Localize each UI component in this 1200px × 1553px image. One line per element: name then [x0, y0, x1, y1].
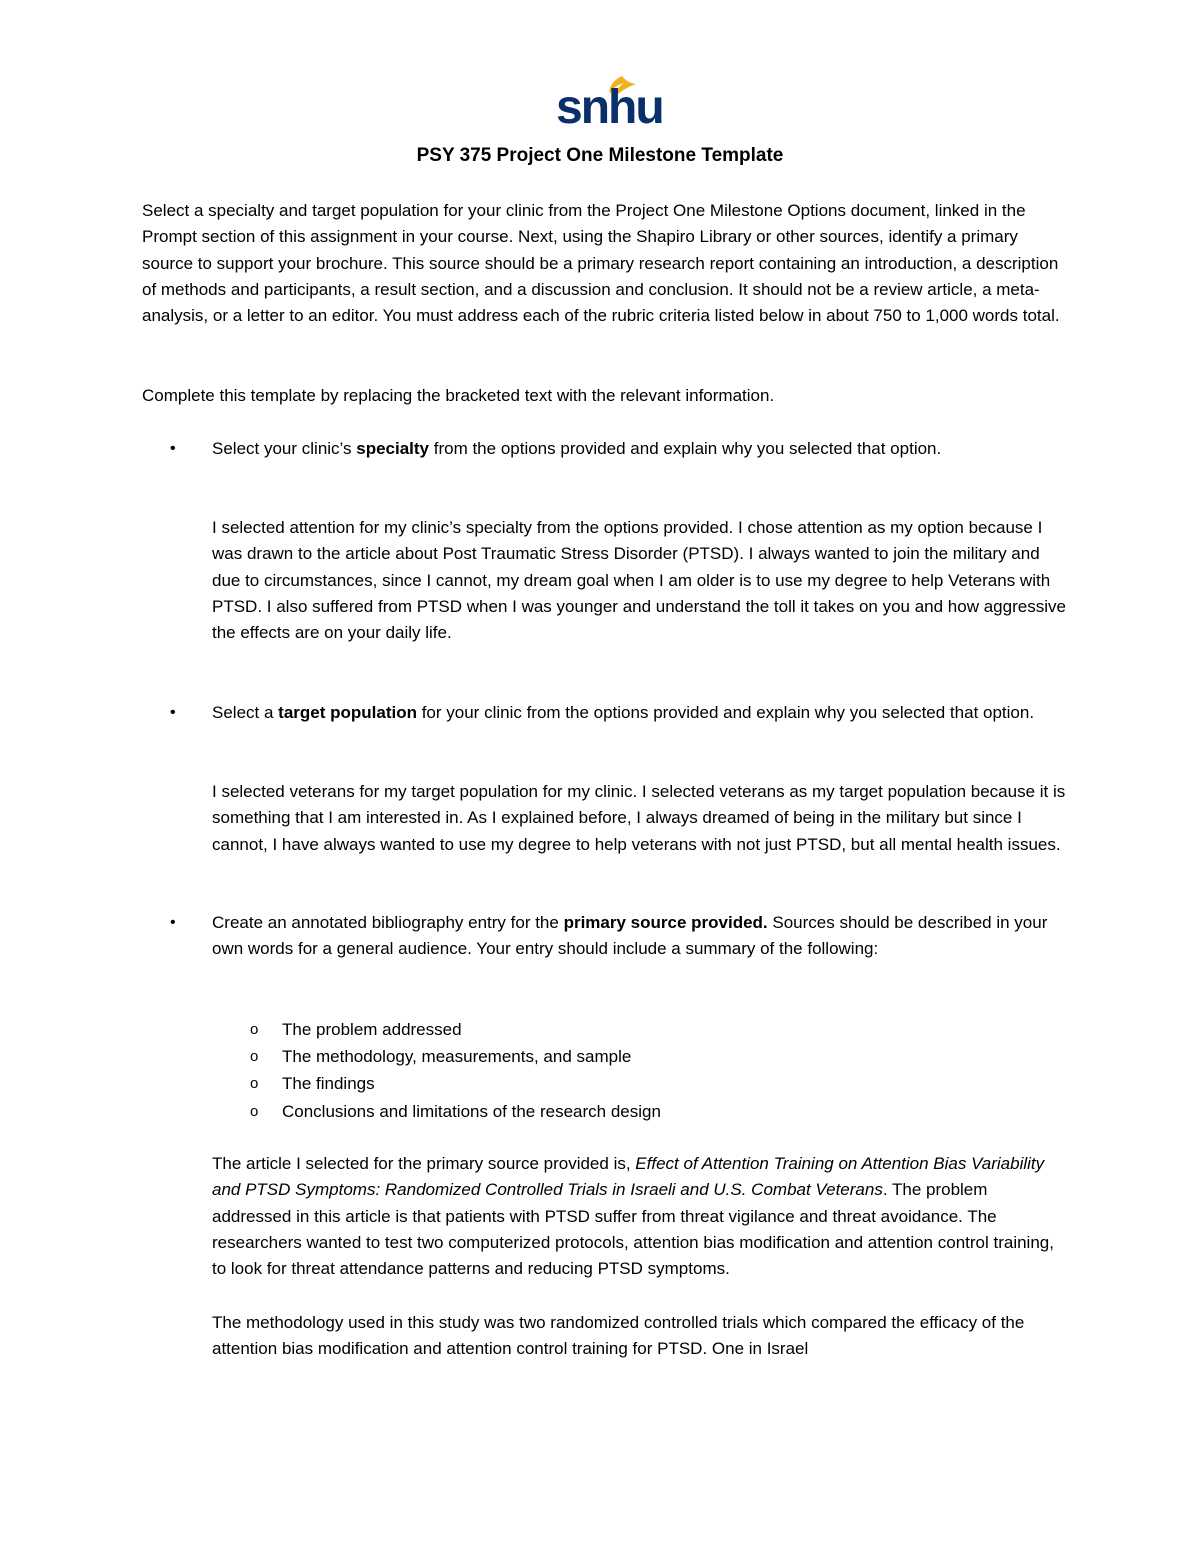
list-item: [250, 1070, 1050, 1097]
sub-item-label: The problem addressed: [282, 1020, 462, 1039]
methodology-paragraph: The methodology used in this study was two randomized controlled trials which compared the efficacy of the attention bias modification and attention control training for PTSD. One in Israel: [212, 1313, 1025, 1359]
list-item: [250, 1016, 1050, 1043]
bullet-marker: •: [170, 704, 176, 721]
sub-item-label: The findings: [282, 1074, 375, 1094]
bibliography-entry: The article I selected for the primary source provided is, Effect of Attention Training on Attention Bias Variability and PTSD Symptoms: Randomized Controlled Trials in Israeli and U.S. Combat Veterans. The problem addressed in this article is that patients with PTSD suffer from threat vigilance and threat avoidance. The researchers wanted to test two computerized protocols, attention bias modification and attention control training, to look for threat attendance patterns and reducing PTSD symptoms.: [212, 1154, 1054, 1279]
specialty-answer: I selected attention for my clinic’s specialty from the options provided. I chose attention as my option because I was drawn to the article about Post Traumatic Stress Disorder (PTSD). I always wanted to join the military and due to circumstances, since I cannot, my dream goal when I am older is to use my degree to help Veterans with PTSD. I also suffered from PTSD when I was younger and understand the toll it takes on you and how aggressive the effects are on your daily life.: [212, 518, 1066, 643]
sub-bullet-marker: o: [250, 1102, 259, 1120]
snhu-logo: [552, 74, 663, 134]
target-population-answer: I selected veterans for my target population for my clinic. I selected veterans as my target population because it is something that I am interested in. As I explained before, I always dreamed of being in the military but since I cannot, I have always wanted to use my degree to help veterans with not just PTSD, but all mental health issues.: [212, 782, 1066, 854]
list-item: [250, 1098, 1050, 1125]
bullet-marker: •: [170, 440, 176, 457]
instruction-paragraph: Complete this template by replacing the bracketed text with the relevant information.: [142, 386, 775, 405]
sub-bullet-marker: o: [250, 1075, 259, 1093]
bullet-prompt: Select a target population for your clinic from the options provided and explain why you selected that option.: [212, 703, 1035, 722]
bullet-marker: •: [170, 914, 176, 931]
sub-bullet-marker: o: [250, 1021, 259, 1038]
article-title: Effect of Attention Training on Attention Bias Variability and PTSD Symptoms: Randomized Controlled Trials in Israeli and U.S. Combat Veterans: [212, 1154, 1045, 1200]
logo-wordmark: snhu: [556, 81, 663, 134]
bullet-prompt: Select your clinic’s specialty from the options provided and explain why you selected that option.: [212, 439, 942, 458]
bullet-prompt: Create an annotated bibliography entry for the primary source provided. Sources should be described in your own words for a general audience. Your entry should include a summary of the following:: [212, 913, 1048, 959]
sub-bullet-marker: o: [250, 1048, 259, 1066]
sub-item-label: Conclusions and limitations of the research design: [282, 1101, 661, 1121]
intro-paragraph: Select a specialty and target population for your clinic from the Project One Milestone Options document, linked in the Prompt section of this assignment in your course. Next, using the Shapiro Library or other sources, identify a primary source to support your brochure. This source should be a primary research report containing an introduction, a description of methods and participants, a result section, and a discussion and conclusion. It should not be a review article, a meta-analysis, or a letter to an editor. You must address each of the rubric criteria listed below in about 750 to 1,000 words total.: [142, 201, 1060, 326]
summary-sub-list: [250, 1016, 1050, 1125]
page-title: PSY 375 Project One Milestone Template: [416, 145, 784, 166]
list-item: [250, 1043, 1050, 1070]
sub-item-label: The methodology, measurements, and sample: [282, 1047, 632, 1067]
